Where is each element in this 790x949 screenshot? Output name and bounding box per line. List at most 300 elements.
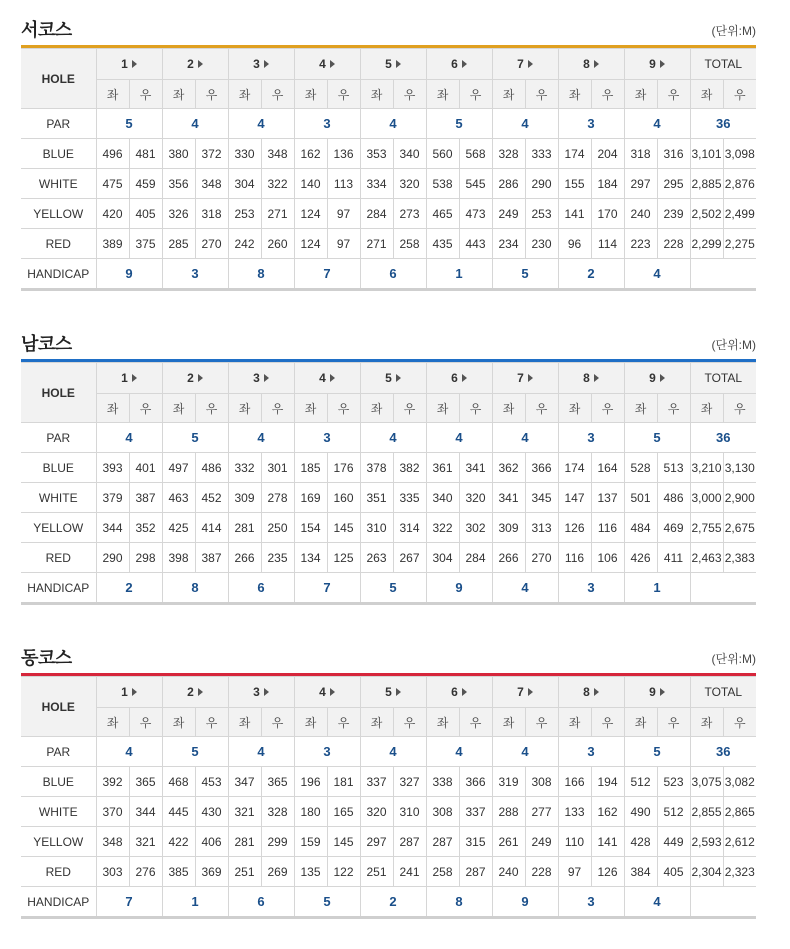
- hole-number: 7: [517, 371, 524, 385]
- triangle-right-icon: [198, 374, 203, 382]
- distance-value: 361: [426, 453, 459, 483]
- left-side-label: 좌: [96, 80, 129, 109]
- hole-number-cell: [492, 677, 558, 708]
- distance-value: 352: [129, 513, 162, 543]
- distance-value: 372: [195, 139, 228, 169]
- distance-value: 271: [261, 199, 294, 229]
- par-value: 4: [360, 109, 426, 139]
- distance-value: 309: [228, 483, 261, 513]
- hole-number: 5: [385, 371, 392, 385]
- hole-number-row: [21, 677, 756, 708]
- course-section: [21, 16, 756, 291]
- par-value: 4: [96, 423, 162, 453]
- distance-value: 249: [525, 827, 558, 857]
- distance-value: 327: [393, 767, 426, 797]
- distance-value: 320: [459, 483, 492, 513]
- par-value: 4: [492, 737, 558, 767]
- hole-number: 9: [649, 57, 656, 71]
- hole-number-cell: [426, 49, 492, 80]
- distance-value: 387: [195, 543, 228, 573]
- right-side-label: 우: [459, 708, 492, 737]
- par-value: 3: [558, 423, 624, 453]
- distance-value: 445: [162, 797, 195, 827]
- distance-value: 251: [228, 857, 261, 887]
- distance-value: 405: [657, 857, 690, 887]
- distance-value: 406: [195, 827, 228, 857]
- left-side-label: 좌: [96, 394, 129, 423]
- hole-number-cell: [162, 49, 228, 80]
- distance-value: 298: [129, 543, 162, 573]
- distance-value: 147: [558, 483, 591, 513]
- distance-value: 228: [525, 857, 558, 887]
- hole-number-cell: [96, 363, 162, 394]
- distance-value: 242: [228, 229, 261, 259]
- row-label: HANDICAP: [21, 573, 96, 604]
- distance-value: 122: [327, 857, 360, 887]
- par-value: 5: [162, 737, 228, 767]
- distance-value: 392: [96, 767, 129, 797]
- right-side-label: 우: [393, 708, 426, 737]
- triangle-right-icon: [594, 60, 599, 68]
- hole-number: 8: [583, 371, 590, 385]
- distance-value: 348: [261, 139, 294, 169]
- hole-number: 1: [121, 685, 128, 699]
- hole-number-cell: [228, 677, 294, 708]
- distance-value: 310: [360, 513, 393, 543]
- triangle-right-icon: [660, 60, 665, 68]
- distance-total: 3,082: [723, 767, 756, 797]
- hole-number-cell: [294, 49, 360, 80]
- row-label: YELLOW: [21, 827, 96, 857]
- distance-value: 326: [162, 199, 195, 229]
- distance-value: 160: [327, 483, 360, 513]
- distance-value: 284: [459, 543, 492, 573]
- hole-number-cell: [162, 363, 228, 394]
- distance-value: 560: [426, 139, 459, 169]
- distance-value: 287: [393, 827, 426, 857]
- hole-number: 6: [451, 685, 458, 699]
- distance-value: 249: [492, 199, 525, 229]
- hole-number: 8: [583, 57, 590, 71]
- right-side-label: 우: [657, 394, 690, 423]
- distance-value: 137: [591, 483, 624, 513]
- distance-value: 481: [129, 139, 162, 169]
- distance-value: 196: [294, 767, 327, 797]
- hole-number-cell: [228, 49, 294, 80]
- handicap-value: 2: [96, 573, 162, 604]
- right-side-label: 우: [393, 394, 426, 423]
- distance-value: 261: [492, 827, 525, 857]
- distance-value: 166: [558, 767, 591, 797]
- distance-value: 140: [294, 169, 327, 199]
- distance-value: 393: [96, 453, 129, 483]
- distance-value: 309: [492, 513, 525, 543]
- section-header: [21, 644, 756, 673]
- hole-number-cell: [360, 49, 426, 80]
- distance-value: 452: [195, 483, 228, 513]
- hole-number: 2: [187, 371, 194, 385]
- right-side-label: 우: [525, 708, 558, 737]
- hole-number: 3: [253, 685, 260, 699]
- distance-value: 380: [162, 139, 195, 169]
- right-side-label: 우: [129, 80, 162, 109]
- distance-value: 337: [360, 767, 393, 797]
- distance-total: 2,612: [723, 827, 756, 857]
- distance-value: 328: [492, 139, 525, 169]
- distance-value: 234: [492, 229, 525, 259]
- distance-total: 2,593: [690, 827, 723, 857]
- par-total: 36: [690, 737, 756, 767]
- triangle-right-icon: [396, 688, 401, 696]
- right-side-label: 우: [261, 80, 294, 109]
- distance-value: 335: [393, 483, 426, 513]
- distance-value: 512: [624, 767, 657, 797]
- handicap-value: 9: [96, 259, 162, 290]
- hole-number-cell: [624, 49, 690, 80]
- distance-total: 2,885: [690, 169, 723, 199]
- distance-value: 271: [360, 229, 393, 259]
- distance-value: 321: [228, 797, 261, 827]
- right-side-label: 우: [129, 394, 162, 423]
- row-label: RED: [21, 543, 96, 573]
- handicap-row: [21, 887, 756, 918]
- blue-tee-row: [21, 453, 756, 483]
- total-header: TOTAL: [690, 363, 756, 394]
- distance-value: 223: [624, 229, 657, 259]
- hole-number-cell: [558, 677, 624, 708]
- distance-value: 96: [558, 229, 591, 259]
- distance-value: 176: [327, 453, 360, 483]
- distance-value: 194: [591, 767, 624, 797]
- par-value: 5: [162, 423, 228, 453]
- distance-value: 313: [525, 513, 558, 543]
- par-total: 36: [690, 109, 756, 139]
- distance-value: 286: [492, 169, 525, 199]
- left-side-label: 좌: [492, 80, 525, 109]
- left-side-label: 좌: [228, 80, 261, 109]
- handicap-value: 7: [294, 573, 360, 604]
- left-side-label: 좌: [294, 394, 327, 423]
- handicap-value: 4: [624, 259, 690, 290]
- row-label: YELLOW: [21, 513, 96, 543]
- distance-value: 401: [129, 453, 162, 483]
- distance-total: 2,463: [690, 543, 723, 573]
- right-side-label: 우: [327, 80, 360, 109]
- handicap-value: 1: [162, 887, 228, 918]
- distance-value: 443: [459, 229, 492, 259]
- distance-total: 3,000: [690, 483, 723, 513]
- distance-value: 469: [657, 513, 690, 543]
- right-side-label: 우: [459, 80, 492, 109]
- distance-total: 2,299: [690, 229, 723, 259]
- distance-total: 3,075: [690, 767, 723, 797]
- left-side-label: 좌: [96, 708, 129, 737]
- right-side-label: 우: [393, 80, 426, 109]
- triangle-right-icon: [660, 688, 665, 696]
- distance-total: 2,502: [690, 199, 723, 229]
- par-value: 4: [624, 109, 690, 139]
- course-section: [21, 330, 756, 605]
- distance-value: 484: [624, 513, 657, 543]
- handicap-value: 5: [492, 259, 558, 290]
- left-side-label: 좌: [162, 708, 195, 737]
- distance-total: 2,865: [723, 797, 756, 827]
- par-value: 4: [96, 737, 162, 767]
- hole-number-cell: [360, 677, 426, 708]
- distance-value: 475: [96, 169, 129, 199]
- hole-header: HOLE: [21, 677, 96, 737]
- left-side-label: 좌: [294, 80, 327, 109]
- distance-value: 322: [261, 169, 294, 199]
- right-side-label: 우: [723, 394, 756, 423]
- distance-value: 387: [129, 483, 162, 513]
- par-value: 5: [426, 109, 492, 139]
- hole-header: HOLE: [21, 49, 96, 109]
- distance-value: 159: [294, 827, 327, 857]
- triangle-right-icon: [264, 60, 269, 68]
- distance-value: 185: [294, 453, 327, 483]
- hole-number: 9: [649, 685, 656, 699]
- distance-value: 338: [426, 767, 459, 797]
- row-label: BLUE: [21, 453, 96, 483]
- distance-value: 228: [657, 229, 690, 259]
- distance-total: 2,900: [723, 483, 756, 513]
- hole-number-cell: [492, 363, 558, 394]
- hole-number: 6: [451, 57, 458, 71]
- hole-number: 7: [517, 685, 524, 699]
- hole-number: 7: [517, 57, 524, 71]
- left-side-label: 좌: [492, 708, 525, 737]
- distance-value: 241: [393, 857, 426, 887]
- hole-number: 8: [583, 685, 590, 699]
- triangle-right-icon: [594, 688, 599, 696]
- distance-value: 425: [162, 513, 195, 543]
- distance-value: 174: [558, 453, 591, 483]
- distance-value: 348: [195, 169, 228, 199]
- par-value: 5: [624, 423, 690, 453]
- distance-value: 435: [426, 229, 459, 259]
- distance-value: 344: [96, 513, 129, 543]
- distance-value: 124: [294, 229, 327, 259]
- distance-value: 124: [294, 199, 327, 229]
- distance-value: 538: [426, 169, 459, 199]
- distance-value: 316: [657, 139, 690, 169]
- distance-value: 154: [294, 513, 327, 543]
- hole-number: 5: [385, 57, 392, 71]
- distance-value: 308: [525, 767, 558, 797]
- distance-value: 141: [591, 827, 624, 857]
- distance-value: 362: [492, 453, 525, 483]
- distance-value: 97: [558, 857, 591, 887]
- distance-value: 155: [558, 169, 591, 199]
- left-side-label: 좌: [624, 708, 657, 737]
- distance-value: 422: [162, 827, 195, 857]
- distance-value: 428: [624, 827, 657, 857]
- triangle-right-icon: [462, 60, 467, 68]
- handicap-value: 3: [558, 887, 624, 918]
- distance-value: 420: [96, 199, 129, 229]
- distance-value: 340: [426, 483, 459, 513]
- hole-number-cell: [360, 363, 426, 394]
- left-side-label: 좌: [294, 708, 327, 737]
- distance-value: 126: [558, 513, 591, 543]
- distance-value: 97: [327, 229, 360, 259]
- right-side-label: 우: [723, 80, 756, 109]
- distance-value: 270: [195, 229, 228, 259]
- hole-header: HOLE: [21, 363, 96, 423]
- handicap-value: 7: [294, 259, 360, 290]
- handicap-total: [690, 573, 756, 604]
- blue-tee-row: [21, 139, 756, 169]
- course-title: 동코스: [21, 648, 72, 668]
- distance-value: 345: [525, 483, 558, 513]
- handicap-value: 7: [96, 887, 162, 918]
- distance-value: 356: [162, 169, 195, 199]
- distance-value: 116: [591, 513, 624, 543]
- distance-value: 490: [624, 797, 657, 827]
- hole-number: 5: [385, 685, 392, 699]
- hole-number-cell: [558, 363, 624, 394]
- left-side-label: 좌: [228, 708, 261, 737]
- distance-value: 204: [591, 139, 624, 169]
- distance-value: 378: [360, 453, 393, 483]
- distance-value: 170: [591, 199, 624, 229]
- left-side-label: 좌: [624, 80, 657, 109]
- handicap-value: 3: [162, 259, 228, 290]
- distance-value: 253: [228, 199, 261, 229]
- distance-total: 2,499: [723, 199, 756, 229]
- left-side-label: 좌: [690, 708, 723, 737]
- right-side-label: 우: [657, 80, 690, 109]
- par-value: 3: [294, 737, 360, 767]
- distance-value: 106: [591, 543, 624, 573]
- red-tee-row: [21, 857, 756, 887]
- total-header: TOTAL: [690, 49, 756, 80]
- distance-value: 366: [459, 767, 492, 797]
- distance-value: 496: [96, 139, 129, 169]
- distance-value: 281: [228, 513, 261, 543]
- distance-value: 486: [657, 483, 690, 513]
- triangle-right-icon: [132, 60, 137, 68]
- row-label: WHITE: [21, 797, 96, 827]
- distance-value: 337: [459, 797, 492, 827]
- right-side-label: 우: [591, 708, 624, 737]
- unit-label: (단위:M): [711, 338, 756, 352]
- distance-value: 468: [162, 767, 195, 797]
- right-side-label: 우: [327, 394, 360, 423]
- right-side-label: 우: [459, 394, 492, 423]
- distance-value: 258: [426, 857, 459, 887]
- distance-total: 2,855: [690, 797, 723, 827]
- unit-label: (단위:M): [711, 24, 756, 38]
- distance-value: 319: [492, 767, 525, 797]
- handicap-row: [21, 259, 756, 290]
- handicap-value: 4: [492, 573, 558, 604]
- distance-value: 251: [360, 857, 393, 887]
- row-label: PAR: [21, 109, 96, 139]
- handicap-value: 1: [624, 573, 690, 604]
- distance-value: 169: [294, 483, 327, 513]
- hole-number: 1: [121, 57, 128, 71]
- distance-value: 277: [525, 797, 558, 827]
- triangle-right-icon: [396, 60, 401, 68]
- handicap-value: 3: [558, 573, 624, 604]
- left-side-label: 좌: [228, 394, 261, 423]
- distance-value: 284: [360, 199, 393, 229]
- distance-value: 369: [195, 857, 228, 887]
- scorecard-table: [21, 676, 756, 919]
- par-value: 4: [360, 737, 426, 767]
- distance-value: 141: [558, 199, 591, 229]
- distance-value: 333: [525, 139, 558, 169]
- hole-number-cell: [426, 363, 492, 394]
- handicap-value: 1: [426, 259, 492, 290]
- right-side-label: 우: [327, 708, 360, 737]
- handicap-value: 8: [162, 573, 228, 604]
- par-value: 5: [624, 737, 690, 767]
- distance-value: 258: [393, 229, 426, 259]
- handicap-value: 2: [558, 259, 624, 290]
- distance-value: 162: [294, 139, 327, 169]
- left-side-label: 좌: [360, 708, 393, 737]
- distance-value: 528: [624, 453, 657, 483]
- distance-value: 125: [327, 543, 360, 573]
- row-label: YELLOW: [21, 199, 96, 229]
- distance-value: 459: [129, 169, 162, 199]
- distance-value: 318: [624, 139, 657, 169]
- distance-value: 165: [327, 797, 360, 827]
- hole-number: 4: [319, 57, 326, 71]
- left-side-label: 좌: [426, 708, 459, 737]
- distance-value: 290: [525, 169, 558, 199]
- distance-value: 145: [327, 513, 360, 543]
- distance-value: 405: [129, 199, 162, 229]
- par-value: 4: [228, 737, 294, 767]
- distance-value: 302: [459, 513, 492, 543]
- row-label: BLUE: [21, 139, 96, 169]
- handicap-value: 8: [426, 887, 492, 918]
- unit-label: (단위:M): [711, 652, 756, 666]
- par-value: 3: [558, 737, 624, 767]
- section-header: [21, 330, 756, 359]
- distance-value: 295: [657, 169, 690, 199]
- handicap-value: 9: [426, 573, 492, 604]
- distance-value: 545: [459, 169, 492, 199]
- distance-value: 321: [129, 827, 162, 857]
- distance-value: 281: [228, 827, 261, 857]
- triangle-right-icon: [330, 688, 335, 696]
- distance-value: 366: [525, 453, 558, 483]
- right-side-label: 우: [261, 394, 294, 423]
- left-side-label: 좌: [558, 80, 591, 109]
- distance-value: 315: [459, 827, 492, 857]
- handicap-value: 9: [492, 887, 558, 918]
- par-value: 4: [426, 737, 492, 767]
- distance-value: 263: [360, 543, 393, 573]
- distance-value: 299: [261, 827, 294, 857]
- par-value: 4: [426, 423, 492, 453]
- row-label: PAR: [21, 423, 96, 453]
- handicap-value: 6: [228, 887, 294, 918]
- right-side-label: 우: [261, 708, 294, 737]
- distance-value: 134: [294, 543, 327, 573]
- triangle-right-icon: [594, 374, 599, 382]
- par-value: 3: [294, 109, 360, 139]
- row-label: HANDICAP: [21, 259, 96, 290]
- left-side-label: 좌: [492, 394, 525, 423]
- par-row: [21, 737, 756, 767]
- distance-value: 269: [261, 857, 294, 887]
